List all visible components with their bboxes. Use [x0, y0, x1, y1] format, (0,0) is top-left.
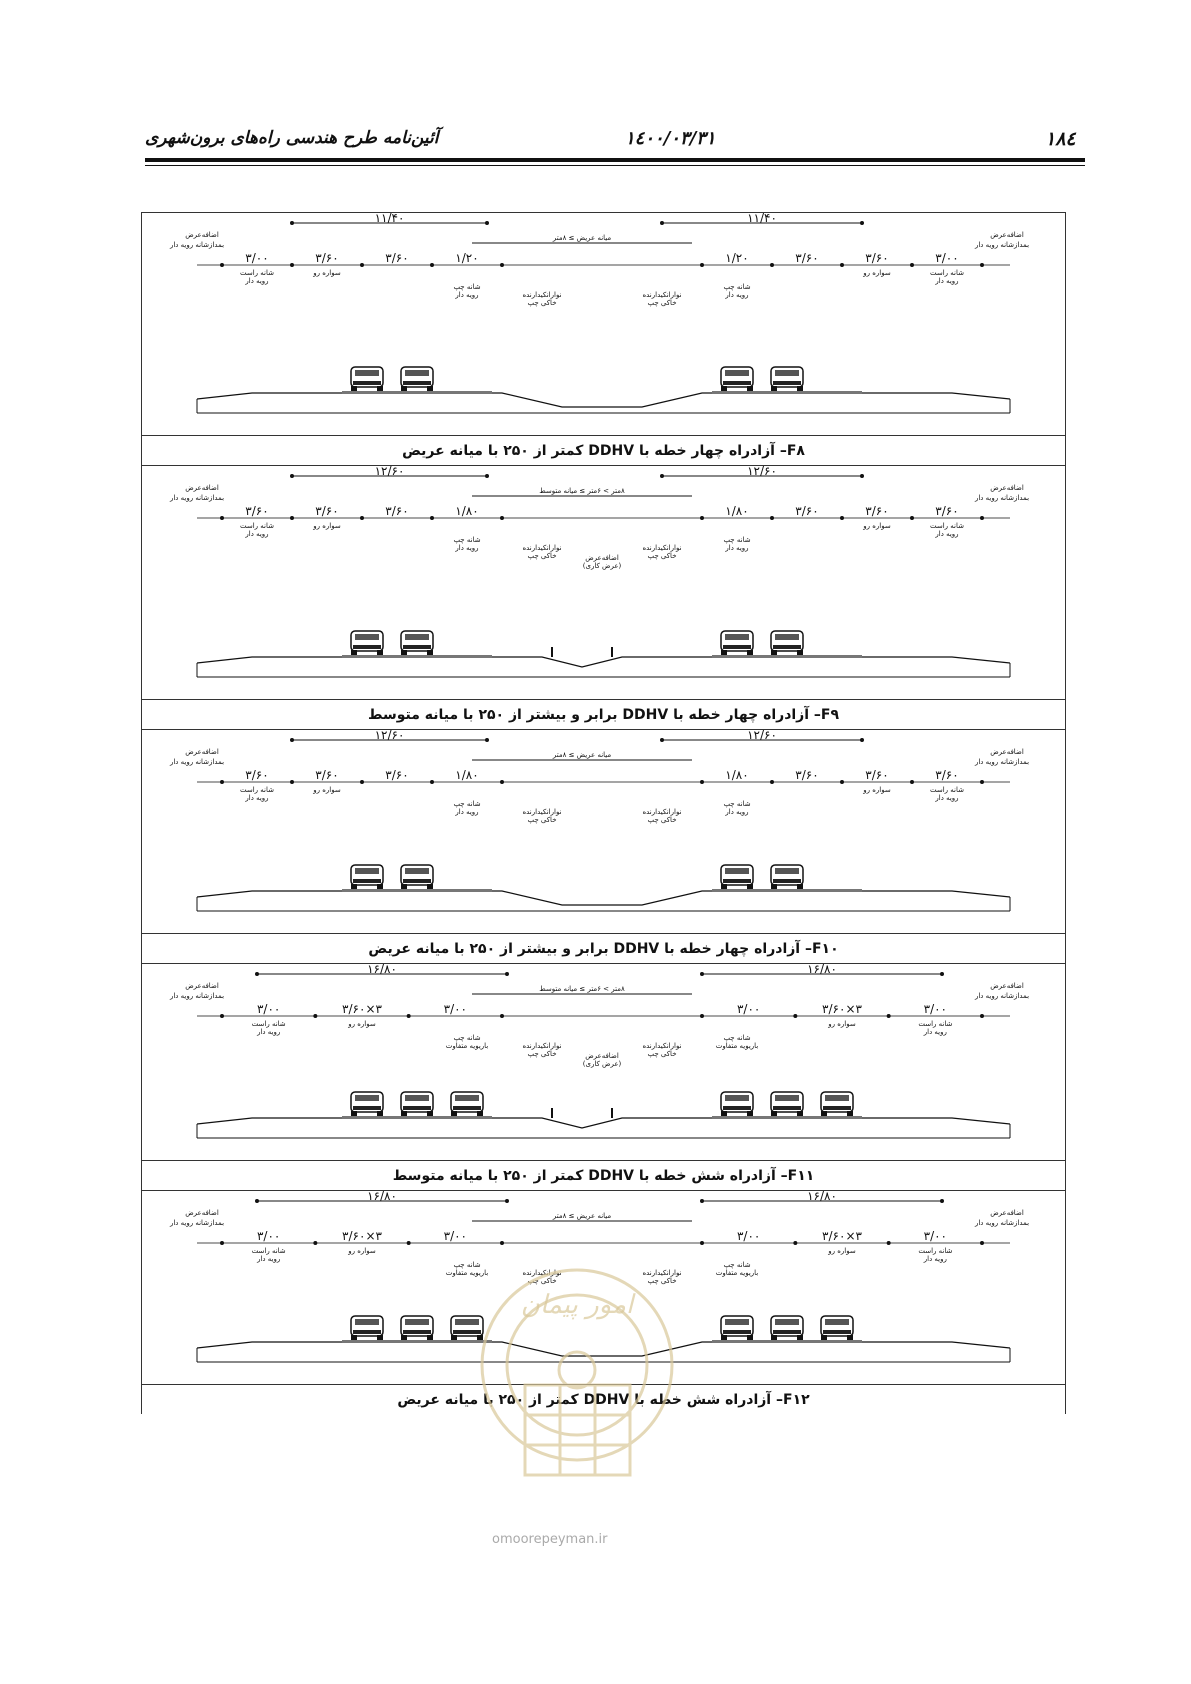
lane-dim-left: ۳/۶۰ — [385, 251, 409, 265]
right-shoulder-label-right: شانه راست — [930, 269, 964, 277]
paved-shoulder-zone-right: بمدازشانه رویه دار — [974, 241, 1030, 249]
left-shoulder-label-left-2: باریویه متفاوت — [445, 1042, 489, 1050]
left-shoulder-label-left-2: رویه دار — [455, 808, 479, 816]
caption-suffix: کمتر از ۲۵۰ با میانه متوسط — [392, 1168, 584, 1184]
left-shoulder-label-right-2: باریویه متفاوت — [715, 1042, 759, 1050]
figure-panel-f11 — [141, 963, 1066, 1190]
total-width-label-right: ۱۲/۶۰ — [747, 466, 777, 478]
left-shoulder-label-right-2: باریویه متفاوت — [715, 1269, 759, 1277]
right-shoulder-label-right-2: رویه دار — [923, 1255, 947, 1263]
left-shoulder-label-left-2: رویه دار — [455, 291, 479, 299]
right-shoulder-label-left: شانه راست — [240, 786, 274, 794]
paved-shoulder-zone-right: بمدازشانه رویه دار — [974, 1219, 1030, 1227]
cross-section-drawing — [142, 213, 1065, 435]
header-rule-thick — [145, 158, 1085, 162]
pavement-right — [712, 1116, 862, 1119]
lane-dim-left: ۳/۶۰ — [315, 251, 339, 265]
pavement-left — [342, 655, 492, 658]
paved-shoulder-zone-left: بمدازشانه رویه دار — [169, 758, 225, 766]
figure-panel-f10 — [141, 729, 1066, 963]
lane-dim-right: ۳/۰۰ — [923, 1002, 948, 1016]
car-icon — [721, 1092, 753, 1116]
lane-dim-left: ۳/۶۰ — [315, 504, 339, 518]
earth-strip-label-right: نوارانکیدارنده — [642, 808, 682, 816]
road-profile — [197, 393, 1010, 407]
lane-dim-right: ۳/۰۰ — [736, 1229, 761, 1243]
lane-dim-right: ۳/۰۰ — [923, 1229, 948, 1243]
car-icon — [451, 1092, 483, 1116]
caption-suffix: کمتر از ۲۵۰ با میانه عریض — [402, 443, 584, 459]
lane-dim-right: ۳/۶۰ — [935, 768, 959, 782]
lane-dim-right: ۱/۸۰ — [725, 504, 749, 518]
right-shoulder-label-right-2: رویه دار — [935, 277, 959, 285]
caption-ddhv: DDHV — [622, 707, 669, 723]
left-shoulder-label-right: شانه چپ — [723, 800, 751, 808]
lane-dim-right: ۳/۶۰ — [865, 768, 889, 782]
total-width-label-left: ۱۲/۶۰ — [374, 466, 405, 478]
earth-strip-label-right-2: خاکی چپ — [647, 1277, 677, 1285]
document-title: آئین‌نامه طرح هندسی راه‌های برون‌شهری — [145, 128, 439, 148]
right-shoulder-label-left: شانه راست — [240, 269, 274, 277]
caption-text: آزادراه چهار خطه با — [638, 443, 775, 459]
figure-panel-f9 — [141, 465, 1066, 729]
caption-text: آزادراه چهار خطه با — [664, 941, 801, 957]
earth-strip-label-left: نوارانکیدارنده — [522, 544, 562, 552]
cross-section-f8 — [142, 213, 1065, 435]
total-width-label-left: ۱۱/۴۰ — [374, 213, 405, 225]
paved-shoulder-zone-left: بمدازشانه رویه دار — [169, 992, 225, 1000]
travel-lane-label-left: سواره رو — [313, 522, 341, 530]
travel-lane-label-left: سواره رو — [348, 1020, 376, 1028]
travel-lane-label-left: سواره رو — [313, 786, 341, 794]
lane-dim-left: ۳/۰۰ — [443, 1002, 468, 1016]
extra-width-label-left: اضافه‌عرض — [185, 1209, 219, 1217]
lane-dim-left: ۳/۶۰ — [315, 768, 339, 782]
lane-dim-left: ۱/۸۰ — [455, 768, 479, 782]
lane-dim-left: ۱/۸۰ — [455, 504, 479, 518]
travel-lane-label-right: سواره رو — [863, 269, 891, 277]
cross-section-drawing — [142, 964, 1065, 1160]
car-icon — [771, 631, 803, 655]
figure-caption-f10 — [142, 933, 1065, 964]
left-shoulder-label-right: شانه چپ — [723, 283, 751, 291]
cross-section-drawing — [142, 466, 1065, 699]
caption-ddhv: DDHV — [588, 1168, 635, 1184]
right-shoulder-label-left: شانه راست — [251, 1020, 286, 1028]
median-extra-label: اضافه‌عرض — [585, 554, 619, 562]
lane-dim-right: ۳/۶۰ — [865, 504, 889, 518]
left-shoulder-label-right: شانه چپ — [723, 1034, 751, 1042]
caption-prefix: F۹– — [813, 707, 840, 723]
lane-dim-right: ۱/۲۰ — [725, 251, 749, 265]
earth-strip-label-left: نوارانکیدارنده — [522, 1269, 562, 1277]
right-shoulder-label-left: شانه راست — [251, 1247, 286, 1255]
earth-strip-label-left-2: خاکی چپ — [527, 816, 557, 824]
total-width-label-right: ۱۱/۴۰ — [747, 213, 777, 225]
left-shoulder-label-left: شانه چپ — [453, 800, 481, 808]
right-shoulder-label-right: شانه راست — [918, 1247, 953, 1255]
total-width-label-left: ۱۶/۸۰ — [367, 964, 397, 976]
car-icon — [351, 1092, 383, 1116]
lane-dim-right: ۳/۶۰ — [795, 504, 819, 518]
right-shoulder-label-right: شانه راست — [930, 786, 964, 794]
lane-dim-right: ۳/۶۰ — [865, 251, 889, 265]
caption-ddhv: DDHV — [613, 941, 660, 957]
figure-caption-f9 — [142, 699, 1065, 730]
median-width-label: میانه عریض ≥ ۸متر — [552, 1212, 612, 1220]
left-shoulder-label-left-2: رویه دار — [455, 544, 479, 552]
earth-strip-label-right: نوارانکیدارنده — [642, 291, 682, 299]
header-date: ۱٤۰۰/۰۳/۳۱ — [625, 128, 716, 149]
pavement-left — [342, 1116, 492, 1119]
extra-width-label-right: اضافه‌عرض — [990, 484, 1024, 492]
lane-dim-left: ۳×۳/۶۰ — [342, 1229, 382, 1243]
median-width-label: میانه عریض ≥ ۸متر — [552, 751, 612, 759]
lane-dim-right: ۳×۳/۶۰ — [822, 1002, 862, 1016]
right-shoulder-label-right: شانه راست — [930, 522, 964, 530]
car-icon — [401, 1316, 433, 1340]
left-shoulder-label-right-2: رویه دار — [725, 544, 749, 552]
left-shoulder-label-right-2: رویه دار — [725, 291, 749, 299]
car-icon — [771, 1092, 803, 1116]
figure-panel-f8 — [141, 212, 1066, 465]
lane-dim-left: ۳/۰۰ — [256, 1229, 281, 1243]
car-icon — [401, 1092, 433, 1116]
total-width-label-left: ۱۶/۸۰ — [367, 1191, 397, 1203]
earth-strip-label-left: نوارانکیدارنده — [522, 808, 562, 816]
median-extra-label: اضافه‌عرض — [585, 1052, 619, 1060]
left-shoulder-label-left: شانه چپ — [453, 1034, 481, 1042]
lane-dim-right: ۳×۳/۶۰ — [822, 1229, 862, 1243]
total-width-label-right: ۱۶/۸۰ — [807, 964, 837, 976]
watermark-seal-text: امور پیمان — [520, 1290, 634, 1320]
median-width-label: ۸متر > ۶متر ≥ میانه متوسط — [539, 985, 625, 993]
caption-ddhv: DDHV — [588, 443, 635, 459]
car-icon — [721, 367, 753, 391]
lane-dim-right: ۳/۰۰ — [736, 1002, 761, 1016]
caption-text: آزادراه شش خطه با — [638, 1168, 776, 1184]
median-extra-label-2: (عرض کاری) — [582, 1060, 622, 1068]
left-shoulder-label-left: شانه چپ — [453, 283, 481, 291]
lane-dim-right: ۳/۶۰ — [795, 251, 819, 265]
left-shoulder-label-right: شانه چپ — [723, 1261, 751, 1269]
travel-lane-label-left: سواره رو — [313, 269, 341, 277]
car-icon — [351, 631, 383, 655]
lane-dim-left: ۳/۰۰ — [245, 251, 269, 265]
earth-strip-label-right: نوارانکیدارنده — [642, 544, 682, 552]
lane-dim-left: ۳/۶۰ — [385, 768, 409, 782]
caption-suffix: کمتر از ۲۵۰ با میانه عریض — [397, 1392, 579, 1408]
travel-lane-label-right: سواره رو — [828, 1247, 856, 1255]
lane-dim-left: ۳×۳/۶۰ — [342, 1002, 382, 1016]
earth-strip-label-left: نوارانکیدارنده — [522, 1042, 562, 1050]
paved-shoulder-zone-right: بمدازشانه رویه دار — [974, 992, 1030, 1000]
car-icon — [771, 1316, 803, 1340]
extra-width-label-left: اضافه‌عرض — [185, 748, 219, 756]
median-width-label: میانه عریض ≥ ۸متر — [552, 234, 612, 242]
lane-dim-right: ۳/۰۰ — [935, 251, 959, 265]
extra-width-label-right: اضافه‌عرض — [990, 1209, 1024, 1217]
lane-dim-right: ۳/۶۰ — [795, 768, 819, 782]
header-rule-thin — [145, 165, 1085, 166]
car-icon — [771, 367, 803, 391]
pavement-right — [712, 391, 862, 394]
pavement-left — [342, 889, 492, 892]
cross-section-drawing — [142, 730, 1065, 933]
car-icon — [351, 1316, 383, 1340]
caption-suffix: برابر و بیشتر از ۲۵۰ با میانه متوسط — [367, 707, 618, 723]
earth-strip-label-left: نوارانکیدارنده — [522, 291, 562, 299]
car-icon — [721, 865, 753, 889]
earth-strip-label-right-2: خاکی چپ — [647, 299, 677, 307]
car-icon — [351, 367, 383, 391]
earth-strip-label-left-2: خاکی چپ — [527, 299, 557, 307]
travel-lane-label-right: سواره رو — [828, 1020, 856, 1028]
right-shoulder-label-right-2: رویه دار — [935, 794, 959, 802]
earth-strip-label-right: نوارانکیدارنده — [642, 1042, 682, 1050]
travel-lane-label-right: سواره رو — [863, 786, 891, 794]
median-width-label: ۸متر > ۶متر ≥ میانه متوسط — [539, 487, 625, 495]
caption-text: آزادراه چهار خطه با — [673, 707, 810, 723]
extra-width-label-left: اضافه‌عرض — [185, 484, 219, 492]
car-icon — [721, 631, 753, 655]
cross-section-f9 — [142, 466, 1065, 699]
lane-dim-right: ۱/۸۰ — [725, 768, 749, 782]
page-number: ۱۸٤ — [1045, 128, 1076, 150]
left-shoulder-label-left: شانه چپ — [453, 1261, 481, 1269]
caption-prefix: F۱۲– — [776, 1392, 810, 1408]
car-icon — [401, 367, 433, 391]
right-shoulder-label-left-2: رویه دار — [245, 530, 269, 538]
caption-text: آزادراه شش خطه با — [634, 1392, 772, 1408]
extra-width-label-left: اضافه‌عرض — [185, 231, 219, 239]
pavement-right — [712, 1340, 862, 1343]
lane-dim-left: ۳/۰۰ — [256, 1002, 281, 1016]
earth-strip-label-left-2: خاکی چپ — [527, 1277, 557, 1285]
car-icon — [401, 631, 433, 655]
extra-width-label-right: اضافه‌عرض — [990, 231, 1024, 239]
car-icon — [771, 865, 803, 889]
paved-shoulder-zone-left: بمدازشانه رویه دار — [169, 494, 225, 502]
lane-dim-left: ۳/۶۰ — [385, 504, 409, 518]
earth-strip-label-right-2: خاکی چپ — [647, 552, 677, 560]
earth-strip-label-right: نوارانکیدارنده — [642, 1269, 682, 1277]
right-shoulder-label-left-2: رویه دار — [245, 277, 269, 285]
cross-section-f11 — [142, 964, 1065, 1160]
right-shoulder-label-right-2: رویه دار — [923, 1028, 947, 1036]
caption-ddhv: DDHV — [583, 1392, 630, 1408]
road-profile — [197, 891, 1010, 905]
pavement-right — [712, 889, 862, 892]
caption-prefix: F۸– — [779, 443, 805, 459]
figure-caption-f8 — [142, 435, 1065, 466]
left-shoulder-label-left-2: باریویه متفاوت — [445, 1269, 489, 1277]
right-shoulder-label-left-2: رویه دار — [245, 794, 269, 802]
pavement-right — [712, 655, 862, 658]
total-width-label-left: ۱۲/۶۰ — [374, 730, 405, 742]
road-profile — [197, 657, 1010, 667]
caption-prefix: F۱۱– — [780, 1168, 815, 1184]
watermark-seal — [470, 1255, 685, 1525]
earth-strip-label-left-2: خاکی چپ — [527, 552, 557, 560]
car-icon — [821, 1092, 853, 1116]
paved-shoulder-zone-right: بمدازشانه رویه دار — [974, 758, 1030, 766]
car-icon — [721, 1316, 753, 1340]
travel-lane-label-right: سواره رو — [863, 522, 891, 530]
watermark-url: omoorepeyman.ir — [492, 1532, 608, 1547]
pavement-left — [342, 391, 492, 394]
paved-shoulder-zone-right: بمدازشانه رویه دار — [974, 494, 1030, 502]
earth-strip-label-right-2: خاکی چپ — [647, 816, 677, 824]
lane-dim-right: ۳/۶۰ — [935, 504, 959, 518]
left-shoulder-label-right: شانه چپ — [723, 536, 751, 544]
total-width-label-right: ۱۶/۸۰ — [807, 1191, 837, 1203]
extra-width-label-left: اضافه‌عرض — [185, 982, 219, 990]
paved-shoulder-zone-left: بمدازشانه رویه دار — [169, 1219, 225, 1227]
extra-width-label-right: اضافه‌عرض — [990, 748, 1024, 756]
right-shoulder-label-left-2: رویه دار — [257, 1255, 281, 1263]
total-width-label-right: ۱۲/۶۰ — [747, 730, 777, 742]
paved-shoulder-zone-left: بمدازشانه رویه دار — [169, 241, 225, 249]
car-icon — [821, 1316, 853, 1340]
lane-dim-left: ۱/۲۰ — [455, 251, 479, 265]
car-icon — [401, 865, 433, 889]
car-icon — [351, 865, 383, 889]
earth-strip-label-left-2: خاکی چپ — [527, 1050, 557, 1058]
median-extra-label-2: (عرض کاری) — [582, 562, 622, 570]
right-shoulder-label-left: شانه راست — [240, 522, 274, 530]
travel-lane-label-left: سواره رو — [348, 1247, 376, 1255]
right-shoulder-label-left-2: رویه دار — [257, 1028, 281, 1036]
lane-dim-left: ۳/۰۰ — [443, 1229, 468, 1243]
caption-suffix: برابر و بیشتر از ۲۵۰ با میانه عریض — [368, 941, 609, 957]
road-profile — [197, 1118, 1010, 1128]
right-shoulder-label-right: شانه راست — [918, 1020, 953, 1028]
earth-strip-label-right-2: خاکی چپ — [647, 1050, 677, 1058]
caption-prefix: F۱۰– — [804, 941, 839, 957]
cross-section-f10 — [142, 730, 1065, 933]
right-shoulder-label-right-2: رویه دار — [935, 530, 959, 538]
figure-caption-f11 — [142, 1160, 1065, 1191]
lane-dim-left: ۳/۶۰ — [245, 504, 269, 518]
extra-width-label-right: اضافه‌عرض — [990, 982, 1024, 990]
left-shoulder-label-left: شانه چپ — [453, 536, 481, 544]
lane-dim-left: ۳/۶۰ — [245, 768, 269, 782]
left-shoulder-label-right-2: رویه دار — [725, 808, 749, 816]
